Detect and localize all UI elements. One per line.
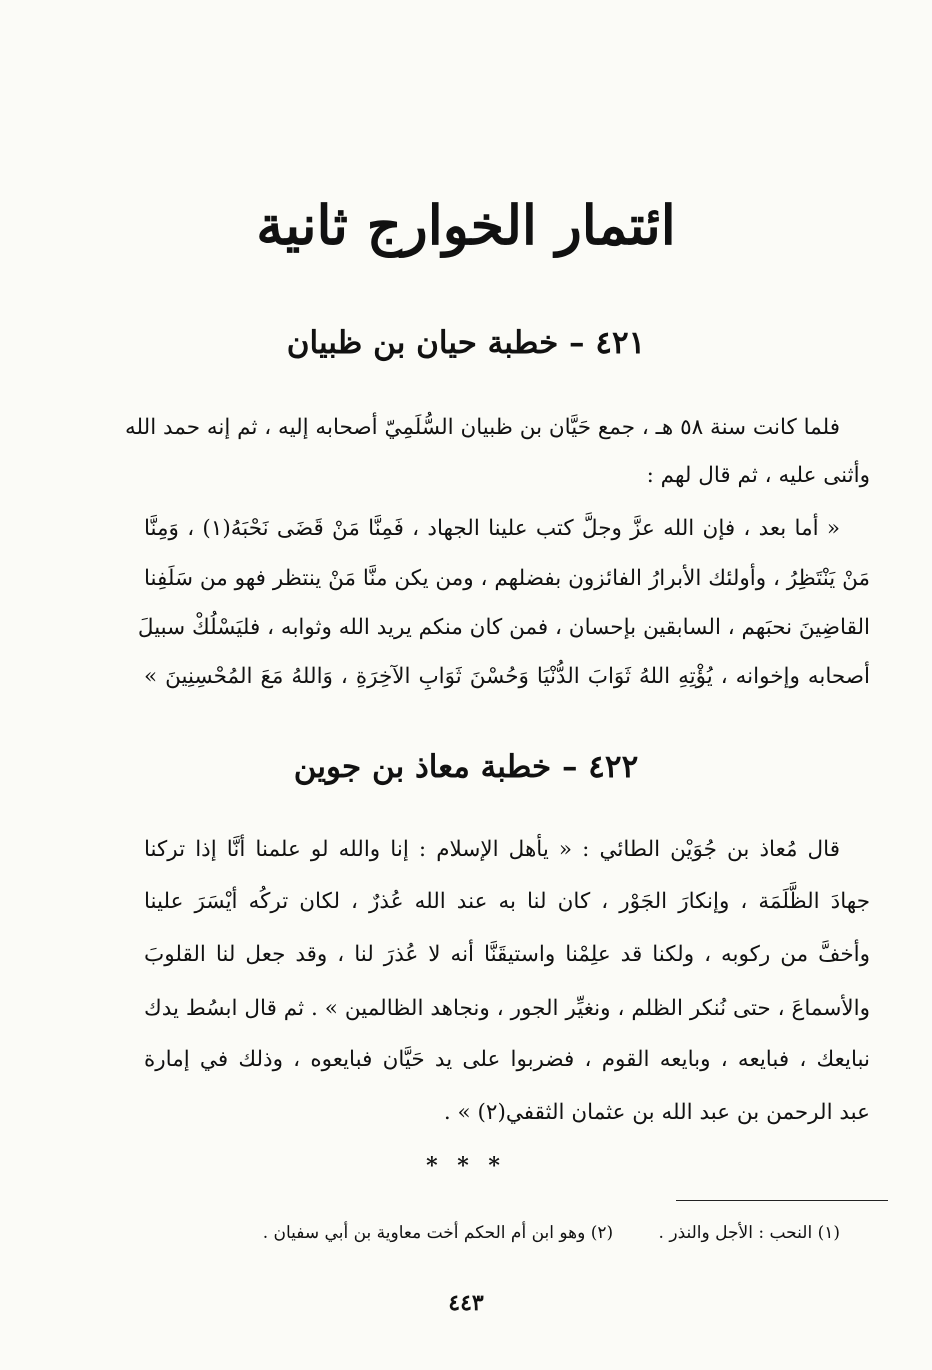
section-heading-421: ٤٢١ – خطبة حيان بن ظبيان <box>286 325 646 361</box>
text-line: قال مُعاذ بن جُوَيْن الطائي : « يأهل الإسلام : إنا والله لو علمنا أنَّا إذا تركنا <box>144 837 840 862</box>
chapter-title: ائتمار الخوارج ثانية <box>256 193 676 257</box>
text-line: أصحابه وإخوانه ، يُؤْتِهِ اللهُ ثَوَابَ الدُّنْيَا وَحُسْنَ ثَوَابِ الآخِرَةِ ، وَاللهُ مَعَ المُحْسِنِينَ » <box>144 664 870 689</box>
text-line: « أما بعد ، فإن الله عزَّ وجلَّ كتب علينا الجهاد ، فَمِنَّا مَنْ قَضَى نَحْبَهُ(١) ، وَمِنَّا <box>144 516 840 541</box>
text-line: جهادَ الظَّلَمَة ، وإنكارَ الجَوْر ، كان لنا به عند الله عُذرٌ ، لكان تركُه أيْسَرَ علينا <box>144 889 870 914</box>
text-line: مَنْ يَنْتَظِرُ ، وأولئك الأبرارُ الفائزون بفضلهم ، ومن يكن منَّا مَنْ ينتظر فهو من سَلَفِنا <box>144 566 870 591</box>
text-line: وأثنى عليه ، ثم قال لهم : <box>646 463 870 488</box>
footnotes <box>210 1218 840 1248</box>
section-heading-422: ٤٢٢ – خطبة معاذ بن جوين <box>293 749 639 785</box>
text-line: عبد الرحمن بن عبد الله بن عثمان الثقفي(٢) » . <box>443 1100 870 1125</box>
footnote-rule <box>676 1200 888 1201</box>
text-line: وأخفَّ من ركوبه ، ولكنا قد علِمْنا واستيقَنَّا أنه لا عُذرَ لنا ، وقد جعل لنا القلوبَ <box>144 942 870 967</box>
section-separator: * * * <box>426 1153 506 1179</box>
page-number: ٤٤٣ <box>448 1290 484 1316</box>
text-line: القاضِينَ نحبَهم ، السابقين بإحسان ، فمن كان منكم يريد الله وثوابه ، فليَسْلُكْ سبيلَ <box>137 615 870 640</box>
text-line: والأسماعَ ، حتى نُنكر الظلم ، ونغيِّر الجور ، ونجاهد الظالمين » . ثم قال ابسُط يدك <box>144 996 870 1021</box>
footnote-1: (١) النحب : الأجل والنذر . <box>658 1223 840 1243</box>
text-line: فلما كانت سنة ٥٨ هـ ، جمع حَيَّان بن ظبيان السُّلَمِيّ أصحابه إليه ، ثم إنه حمد الله <box>125 415 840 440</box>
footnote-2: (٢) وهو ابن أم الحكم أخت معاوية بن أبي سفيان . <box>262 1223 614 1243</box>
text-line: نبايعك ، فبايعه ، وبايعه القوم ، فضربوا على يد حَيَّان فبايعوه ، وذلك في إمارة <box>144 1047 870 1072</box>
